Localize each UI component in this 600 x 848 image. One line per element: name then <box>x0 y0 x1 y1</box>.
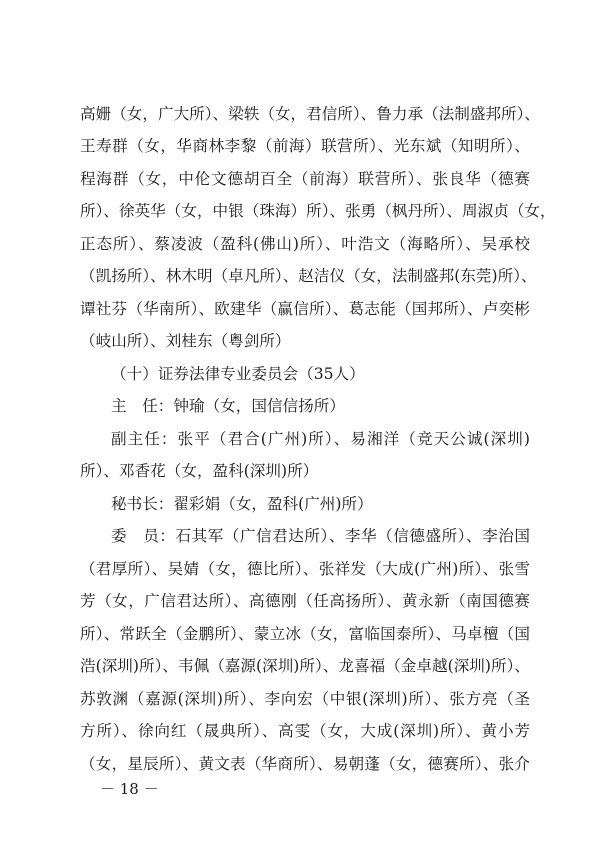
paragraph-line: 所）、徐英华（女，中银（珠海）所）、张勇（枫丹所）、周淑贞（女， <box>80 202 556 220</box>
paragraph-line: （凯扬所）、林木明（卓凡所）、赵洁仪（女，法制盛邦(东莞)所）、 <box>80 267 537 285</box>
deputy-line: 副主任：张平（君合(广州)所）、易湘洋（竞天公诚(深圳) <box>111 430 530 448</box>
committee-heading: （十）证券法律专业委员会（35人） <box>111 365 365 383</box>
member-line: 方所）、徐向红（晟典所）、高雯（女，大成(深圳)所）、黄小芳 <box>80 722 530 740</box>
member-line: 所）、常跃全（金鹏所）、蒙立冰（女，富临国泰所）、马卓檀（国 <box>80 625 530 643</box>
paragraph-line: 正态所）、蔡凌波（盈科(佛山)所）、叶浩文（海略所）、吴承校 <box>80 235 530 253</box>
member-line: （君厚所）、吴婧（女，德比所）、张祥发（大成(广州)所）、张雪 <box>80 560 530 578</box>
paragraph-line: 程海群（女，中伦文德胡百全（前海）联营所）、张良华（德赛 <box>80 170 530 188</box>
director-line: 主 任：钟瑜（女，国信信扬所） <box>111 397 345 415</box>
member-line: 委 员：石其军（广信君达所）、李华（信德盛所）、李治国 <box>111 527 530 545</box>
member-line: （女，星辰所）、黄文表（华商所）、易朝蓬（女，德赛所）、张介 <box>80 755 530 773</box>
secretary-line: 秘书长：翟彩娟（女，盈科(广州)所） <box>111 495 373 513</box>
member-line: 苏敦渊（嘉源(深圳)所）、李向宏（中银(深圳)所）、张方亮（圣 <box>80 690 530 708</box>
member-line: 浩(深圳)所）、韦佩（嘉源(深圳)所）、龙喜福（金卓越(深圳)所）、 <box>80 657 530 675</box>
deputy-line: 所）、邓香花（女，盈科(深圳)所） <box>80 462 319 480</box>
paragraph-line: 谭社芬（华南所）、欧建华（赢信所）、葛志能（国邦所）、卢奕彬 <box>80 300 530 318</box>
page-number: － 18 － <box>100 780 159 798</box>
paragraph-line: （岐山所）、刘桂东（粤剑所） <box>80 332 291 350</box>
paragraph-line: 高姗（女，广大所）、梁轶（女，君信所）、鲁力承（法制盛邦所）、 <box>80 105 541 123</box>
paragraph-line: 王寿群（女，华商林李黎（前海）联营所）、光东斌（知明所）、 <box>80 137 530 155</box>
member-line: 芳（女，广信君达所）、高德刚（任高扬所）、黄永新（南国德赛 <box>80 592 530 610</box>
